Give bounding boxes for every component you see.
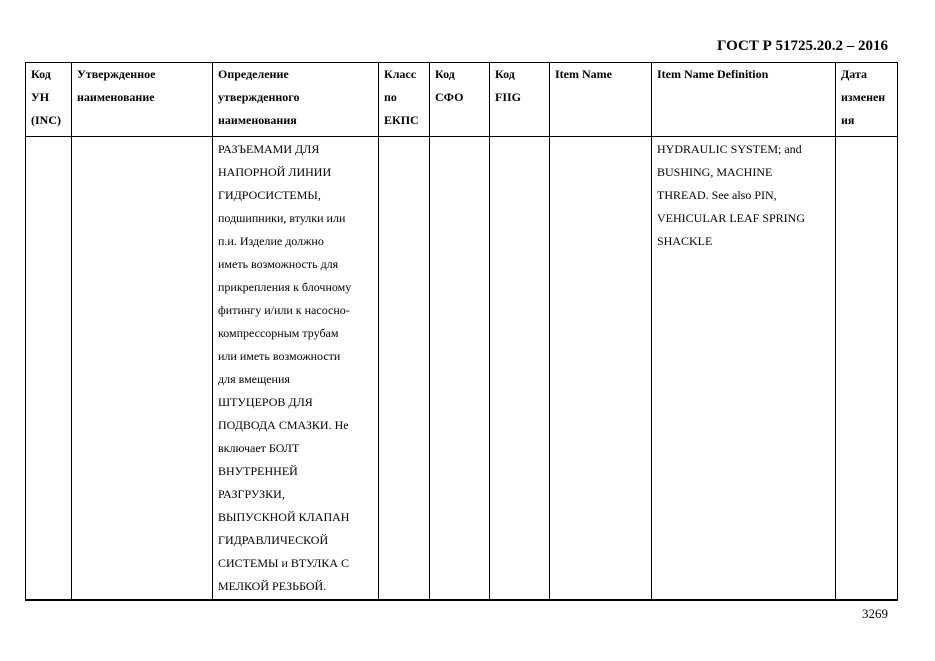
col-header-fiig-code: Код FIIG: [490, 63, 550, 137]
col-header-sfo-code: Код СФО: [430, 63, 490, 137]
col-header-inc: Код УН (INC): [26, 63, 72, 137]
col-header-change-date: Дата изменен ия: [836, 63, 898, 137]
col-header-ekps-class: Класс по ЕКПС: [379, 63, 430, 137]
cell-item-name: [550, 137, 652, 601]
table-header-row: [26, 63, 898, 137]
col-header-item-name-definition: Item Name Definition: [652, 63, 836, 137]
document-code: ГОСТ Р 51725.20.2 – 2016: [716, 38, 888, 54]
col-header-approved-name: Утвержденное наименование: [72, 63, 213, 137]
cell-definition: РАЗЪЕМАМИ ДЛЯ НАПОРНОЙ ЛИНИИ ГИДРОСИСТЕМЫ, подшипники, втулки или п.и. Изделие должно иметь возможность для прикрепления к блочному фитингу и/или к насосно- компрессорным трубам или иметь возможности для вмещения ШТУЦЕРОВ ДЛЯ ПОДВОДА СМАЗКИ. Не включает БОЛТ ВНУТРЕННЕЙ РАЗГРУЗКИ, ВЫПУСКНОЙ КЛАПАН ГИДРАВЛИЧЕСКОЙ СИСТЕМЫ и ВТУЛКА С МЕЛКОЙ РЕЗЬБОЙ.: [213, 137, 379, 601]
col-header-item-name: Item Name: [550, 63, 652, 137]
cell-change-date: [836, 137, 898, 601]
document-table: [25, 62, 898, 601]
table-row: [26, 137, 898, 601]
page-number: 3269: [862, 606, 888, 621]
cell-fiig-code: [490, 137, 550, 601]
cell-ekps-class: [379, 137, 430, 601]
cell-inc: [26, 137, 72, 601]
col-header-definition: Определение утвержденного наименования: [213, 63, 379, 137]
cell-approved-name: [72, 137, 213, 601]
cell-sfo-code: [430, 137, 490, 601]
cell-item-name-definition: HYDRAULIC SYSTEM; and BUSHING, MACHINE THREAD. See also PIN, VEHICULAR LEAF SPRING SHACKLE: [652, 137, 836, 601]
